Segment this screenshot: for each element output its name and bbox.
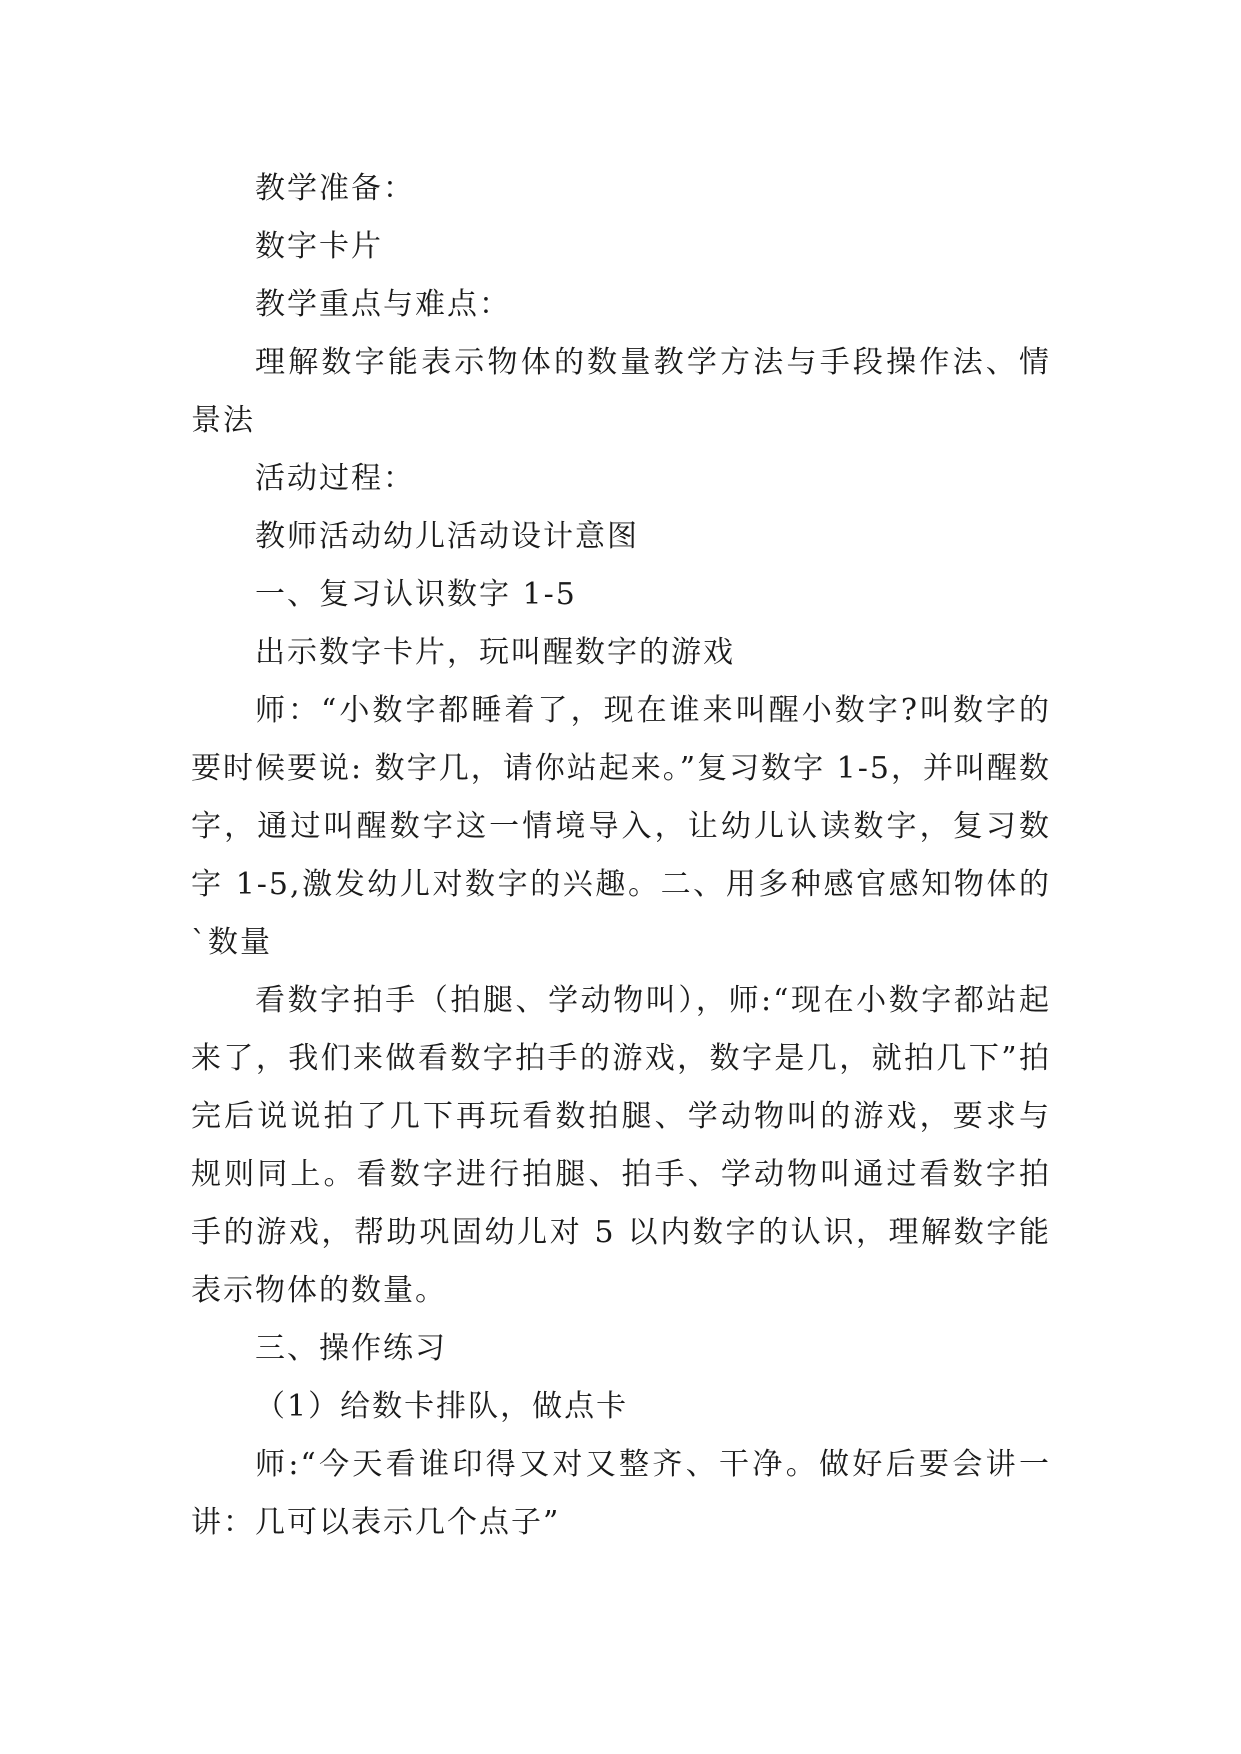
- paragraph-teaching-preparation: 教学准备：: [255, 171, 415, 206]
- paragraph-activity-process: 活动过程：: [255, 461, 415, 496]
- paragraph-number-cards: 数字卡片: [255, 229, 383, 264]
- paragraph-section-one: 一、复习认识数字 1-5: [255, 577, 577, 612]
- paragraph-understanding: 理解数字能表示物体的数量教学方法与手段操作法、情景法: [191, 345, 1051, 438]
- paragraph-teacher-print: 师:“今天看谁印得又对又整齐、干净。做好后要会讲一讲：几可以表示几个点子”: [191, 1447, 1051, 1540]
- paragraph-section-three: 三、操作练习: [255, 1331, 447, 1366]
- paragraph-key-points: 教学重点与难点：: [255, 287, 511, 322]
- paragraph-show-cards: 出示数字卡片，玩叫醒数字的游戏: [255, 635, 735, 670]
- paragraph-dot-cards: （1）给数卡排队，做点卡: [255, 1389, 629, 1424]
- paragraph-activity-columns: 教师活动幼儿活动设计意图: [255, 519, 639, 554]
- document-body: [191, 160, 1051, 1552]
- paragraph-teacher-wake: 师：“小数字都睡着了，现在谁来叫醒小数字?叫数字的要时候要说: 数字几，请你站起来。”复习数字 1-5，并叫醒数字，通过叫醒数字这一情境导入，让幼儿认读数字，复习数字 1-5,激发幼儿对数字的兴趣。二、用多种感官感知物体的`数量: [191, 693, 1051, 960]
- paragraph-clap-game: 看数字拍手（拍腿、学动物叫），师:“现在小数字都站起来了，我们来做看数字拍手的游戏，数字是几，就拍几下”拍完后说说拍了几下再玩看数拍腿、学动物叫的游戏，要求与规则同上。看数字进行拍腿、拍手、学动物叫通过看数字拍手的游戏，帮助巩固幼儿对 5 以内数字的认识，理解数字能表示物体的数量。: [191, 983, 1051, 1308]
